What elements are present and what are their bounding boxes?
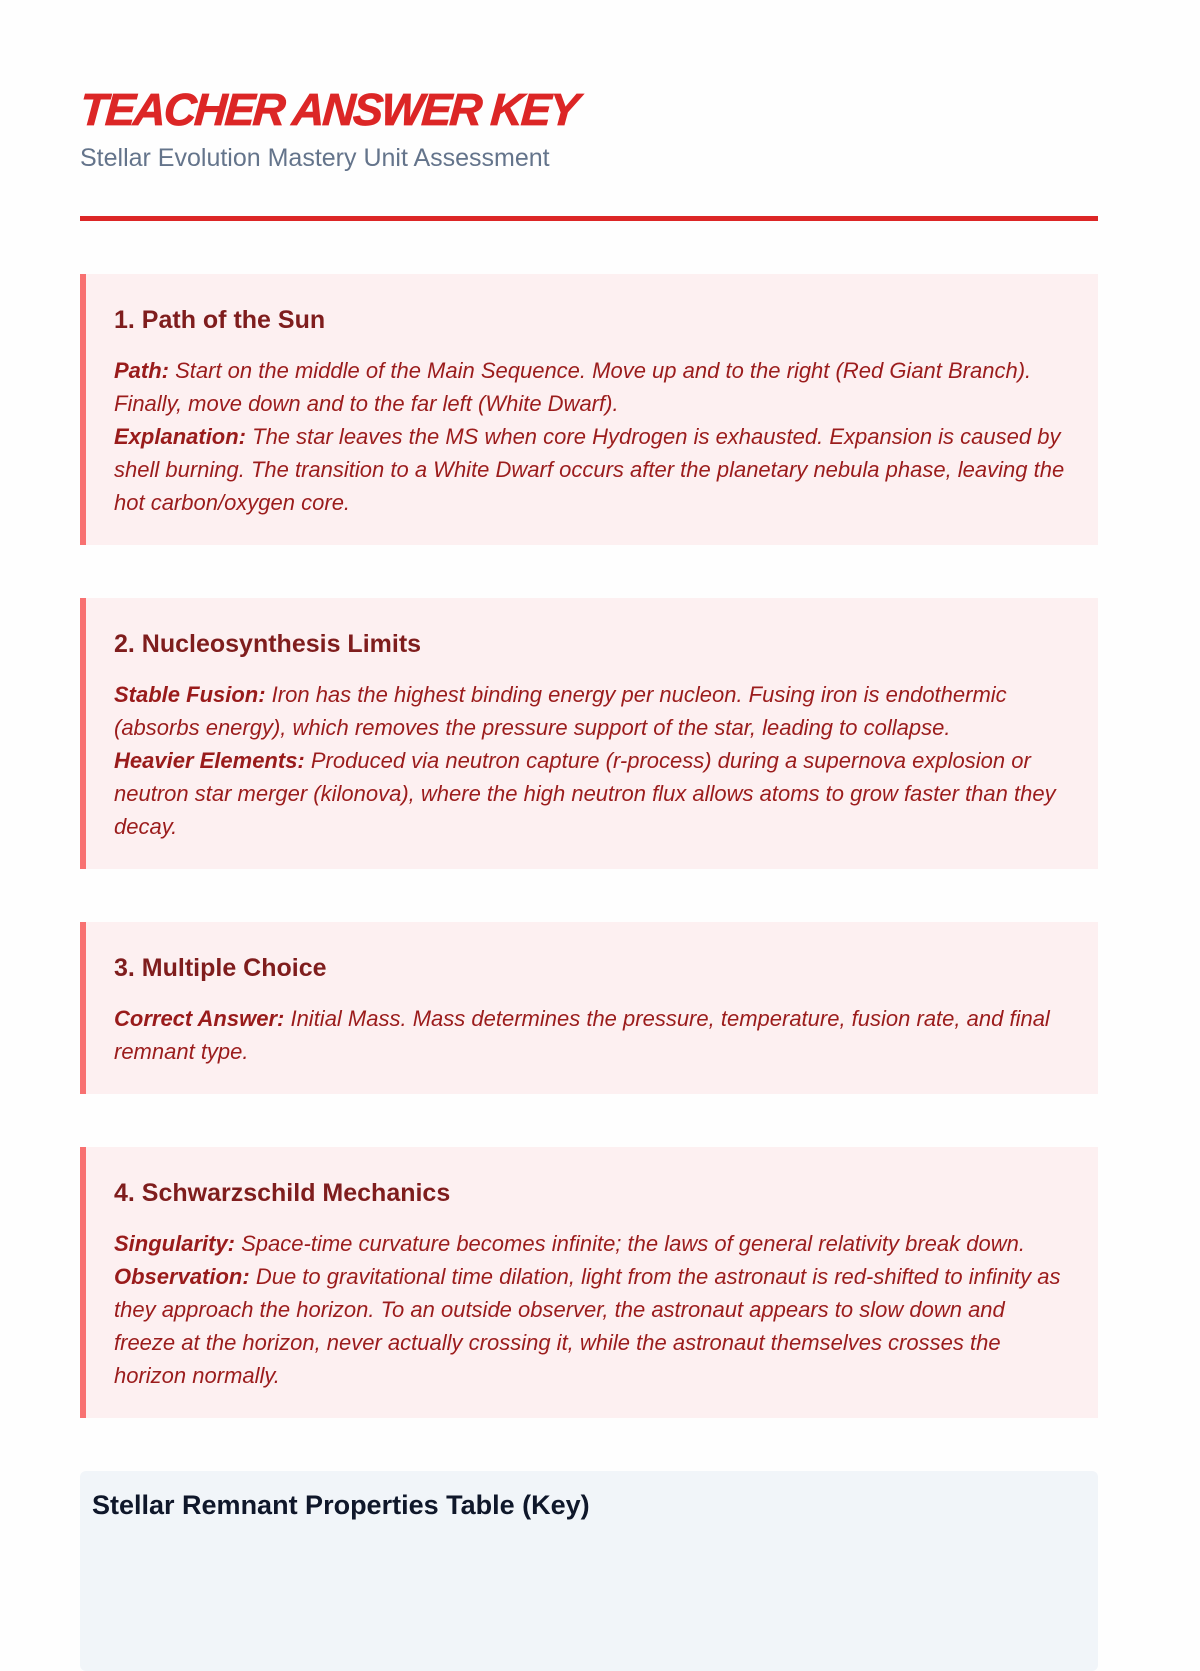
answer-card-schwarzschild-mechanics	[80, 1147, 1098, 1418]
answer-label: Path:	[114, 358, 169, 383]
answer-card-heading: 1. Path of the Sun	[114, 306, 326, 334]
page-header	[80, 0, 1098, 221]
answer-label: Stable Fusion:	[114, 682, 266, 707]
answer-card-body	[114, 354, 1066, 519]
answer-card-path-of-the-sun	[80, 274, 1098, 545]
answer-card-heading: 2. Nucleosynthesis Limits	[114, 630, 422, 658]
answer-label: Singularity:	[114, 1231, 236, 1256]
answer-text: The star leaves the MS when core Hydrogen is exhausted. Expansion is caused by shell burning. The transition to a White Dwarf occurs after the planetary nebula phase, leaving the hot carbon/oxygen core.	[114, 424, 1065, 515]
remnant-properties-table-section	[80, 1471, 1098, 1671]
answer-text: Space-time curvature becomes infinite; the laws of general relativity break down.	[235, 1231, 1025, 1256]
answer-label: Correct Answer:	[114, 1006, 285, 1031]
page-subtitle: Stellar Evolution Mastery Unit Assessment	[80, 144, 550, 172]
answer-card-heading: 4. Schwarzschild Mechanics	[114, 1179, 451, 1207]
answer-text: Due to gravitational time dilation, light from the astronaut is red-shifted to infinity as they approach the horizon. To an outside observer, the astronaut appears to slow down and freeze at the horizon, never actually crossing it, while the astronaut themselves crosses the horizon normally.	[114, 1264, 1061, 1388]
answer-label: Observation:	[114, 1264, 250, 1289]
answer-card-nucleosynthesis-limits	[80, 598, 1098, 869]
page-title: TEACHER ANSWER KEY	[78, 84, 580, 135]
answer-card-heading: 3. Multiple Choice	[114, 954, 327, 982]
answer-text: Iron has the highest binding energy per nucleon. Fusing iron is endothermic (absorbs energy), which removes the pressure support of the star, leading to collapse.	[114, 682, 1007, 740]
answer-text: Produced via neutron capture (r-process) during a supernova explosion or neutron star merger (kilonova), where the high neutron flux allows atoms to grow faster than they decay.	[114, 748, 1056, 839]
answer-label: Heavier Elements:	[114, 748, 305, 773]
answer-text: Start on the middle of the Main Sequence. Move up and to the right (Red Giant Branch). Finally, move down and to the far left (White Dwarf).	[114, 358, 1032, 416]
answer-text: Initial Mass. Mass determines the pressure, temperature, fusion rate, and final remnant type.	[114, 1006, 1050, 1064]
answer-card-body	[114, 678, 1066, 843]
answer-card-body	[114, 1227, 1066, 1392]
answer-label: Explanation:	[114, 424, 247, 449]
table-section-heading: Stellar Remnant Properties Table (Key)	[92, 1490, 590, 1520]
answer-card-multiple-choice	[80, 922, 1098, 1094]
header-divider	[80, 216, 1098, 221]
answer-card-body	[114, 1002, 1066, 1068]
